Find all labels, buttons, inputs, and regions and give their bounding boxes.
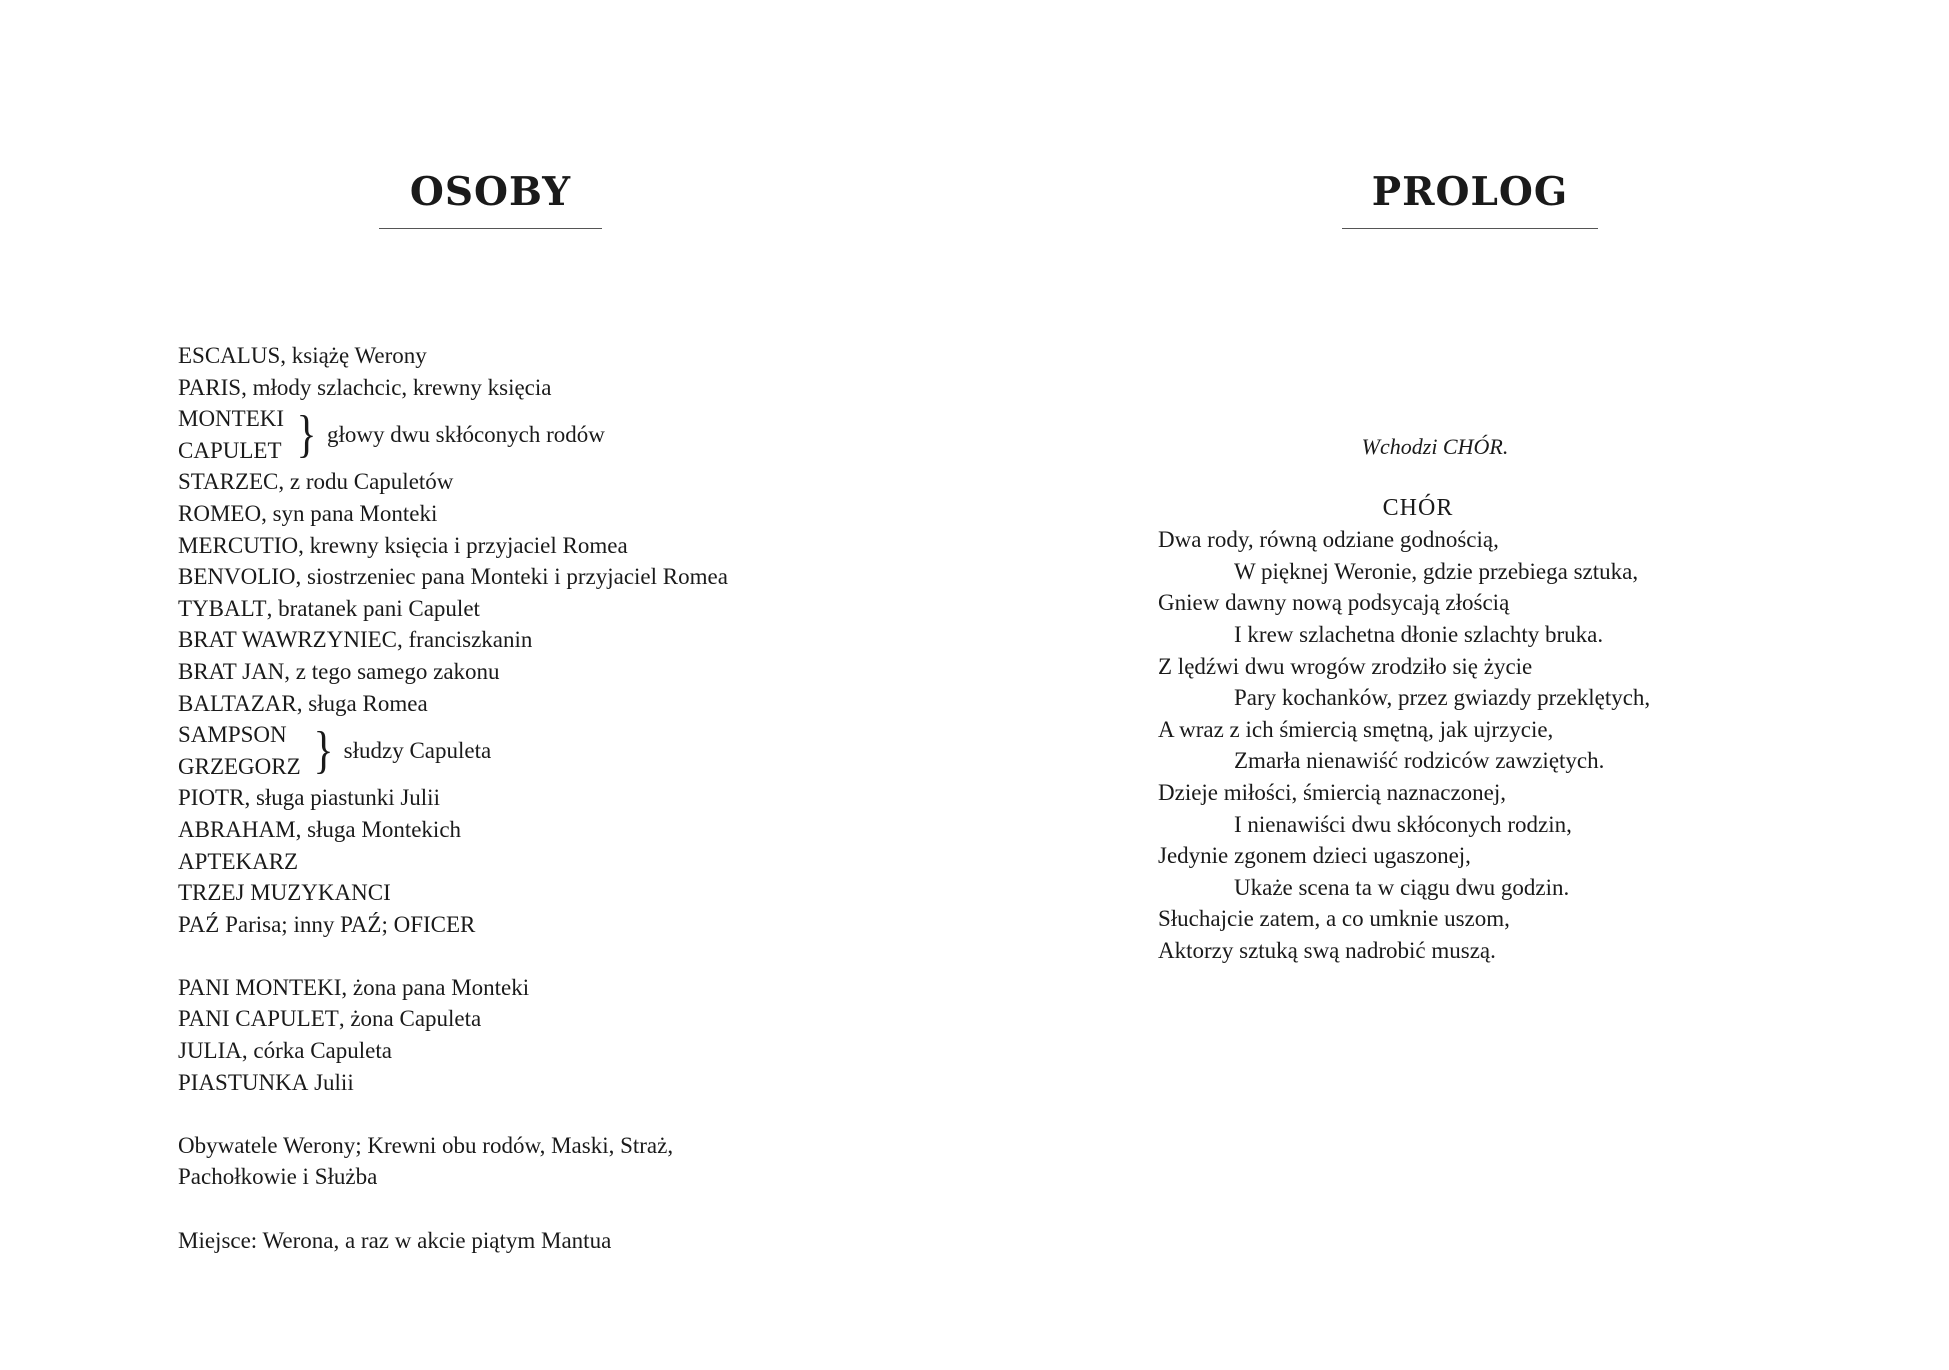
cast-line: PIOTR, sługa piastunki Julii bbox=[178, 785, 440, 811]
cast-name: GRZEGORZ bbox=[178, 753, 301, 779]
cast-name: SAMPSON bbox=[178, 722, 287, 748]
cast-line: ABRAHAM, sługa Montekich bbox=[178, 816, 462, 842]
cast-line: ROMEO, syn pana Monteki bbox=[178, 500, 438, 526]
cast-line: PANI CAPULET, żona Capuleta bbox=[178, 1006, 482, 1032]
verse-line: Z lędźwi dwu wrogów zrodziło się życie bbox=[1158, 653, 1533, 679]
prolog-title-text: PROLOG bbox=[1371, 169, 1569, 215]
verse-line: Ukaże scena ta w ciągu dwu godzin. bbox=[1234, 874, 1570, 900]
verse-line: A wraz z ich śmiercią smętną, jak ujrzycie, bbox=[1158, 716, 1554, 742]
cast-name: CAPULET bbox=[178, 437, 282, 463]
page-title-osoby bbox=[379, 166, 602, 218]
cast-name: MONTEKI bbox=[178, 406, 285, 432]
verse-line: Gniew dawny nową podsycają złością bbox=[1158, 590, 1510, 616]
verse-line: W pięknej Weronie, gdzie przebiega sztuka, bbox=[1234, 558, 1639, 584]
page-title-prolog bbox=[1342, 166, 1598, 218]
verse-line: Aktorzy sztuką swą nadrobić muszą. bbox=[1158, 937, 1496, 963]
brace-icon: } bbox=[313, 721, 334, 779]
title-underline bbox=[379, 228, 602, 229]
place-line: Miejsce: Werona, a raz w akcie piątym Mantua bbox=[178, 1227, 612, 1253]
verse-line: I nienawiści dwu skłóconych rodzin, bbox=[1234, 811, 1572, 837]
verse-line: Pary kochanków, przez gwiazdy przeklętych, bbox=[1234, 685, 1651, 711]
cast-line: JULIA, córka Capuleta bbox=[178, 1038, 392, 1064]
cast-line: PAŹ Parisa; inny PAŹ; OFICER bbox=[178, 911, 476, 937]
verse-line: Dzieje miłości, śmiercią naznaczonej, bbox=[1158, 779, 1507, 805]
cast-line: BRAT WAWRZYNIEC, franciszkanin bbox=[178, 627, 533, 653]
cast-line: BENVOLIO, siostrzeniec pana Monteki i przyjaciel Romea bbox=[178, 564, 728, 590]
extras-line: Pachołkowie i Służba bbox=[178, 1164, 378, 1190]
cast-line: PIASTUNKA Julii bbox=[178, 1069, 354, 1095]
verse-line: Jedynie zgonem dzieci ugaszonej, bbox=[1158, 843, 1471, 869]
verse-line: Słuchajcie zatem, a co umknie uszom, bbox=[1158, 906, 1510, 932]
stage-direction: Wchodzi CHÓR. bbox=[1361, 434, 1509, 459]
verse-line: Dwa rody, równą odziane godnością, bbox=[1158, 527, 1499, 553]
title-underline bbox=[1342, 228, 1598, 229]
cast-group-desc: głowy dwu skłóconych rodów bbox=[327, 421, 605, 447]
speaker-name: CHÓR bbox=[1382, 494, 1454, 521]
verse-line: I krew szlachetna dłonie szlachty bruka. bbox=[1234, 621, 1604, 647]
prolog-text bbox=[1158, 431, 1718, 967]
cast-group-desc: słudzy Capuleta bbox=[343, 737, 492, 763]
dramatis-personae bbox=[178, 340, 838, 1256]
osoby-title-text: OSOBY bbox=[409, 169, 572, 215]
cast-group-servants bbox=[178, 719, 838, 782]
verse-line: Zmarła nienawiść rodziców zawziętych. bbox=[1234, 748, 1605, 774]
cast-line: PARIS, młody szlachcic, krewny księcia bbox=[178, 374, 552, 400]
brace-icon: } bbox=[296, 405, 317, 463]
cast-line: APTEKARZ bbox=[178, 848, 299, 874]
cast-line: BALTAZAR, sługa Romea bbox=[178, 690, 428, 716]
cast-line: PANI MONTEKI, żona pana Monteki bbox=[178, 974, 530, 1000]
cast-line: ESCALUS, książę Werony bbox=[178, 343, 427, 368]
cast-line: STARZEC, z rodu Capuletów bbox=[178, 469, 454, 495]
cast-line: BRAT JAN, z tego samego zakonu bbox=[178, 658, 500, 684]
extras-line: Obywatele Werony; Krewni obu rodów, Maski, Straż, bbox=[178, 1132, 674, 1158]
cast-line: TYBALT, bratanek pani Capulet bbox=[178, 595, 480, 621]
cast-line: MERCUTIO, krewny księcia i przyjaciel Romea bbox=[178, 532, 628, 558]
cast-line: TRZEJ MUZYKANCI bbox=[178, 880, 391, 906]
cast-group-heads bbox=[178, 403, 838, 466]
